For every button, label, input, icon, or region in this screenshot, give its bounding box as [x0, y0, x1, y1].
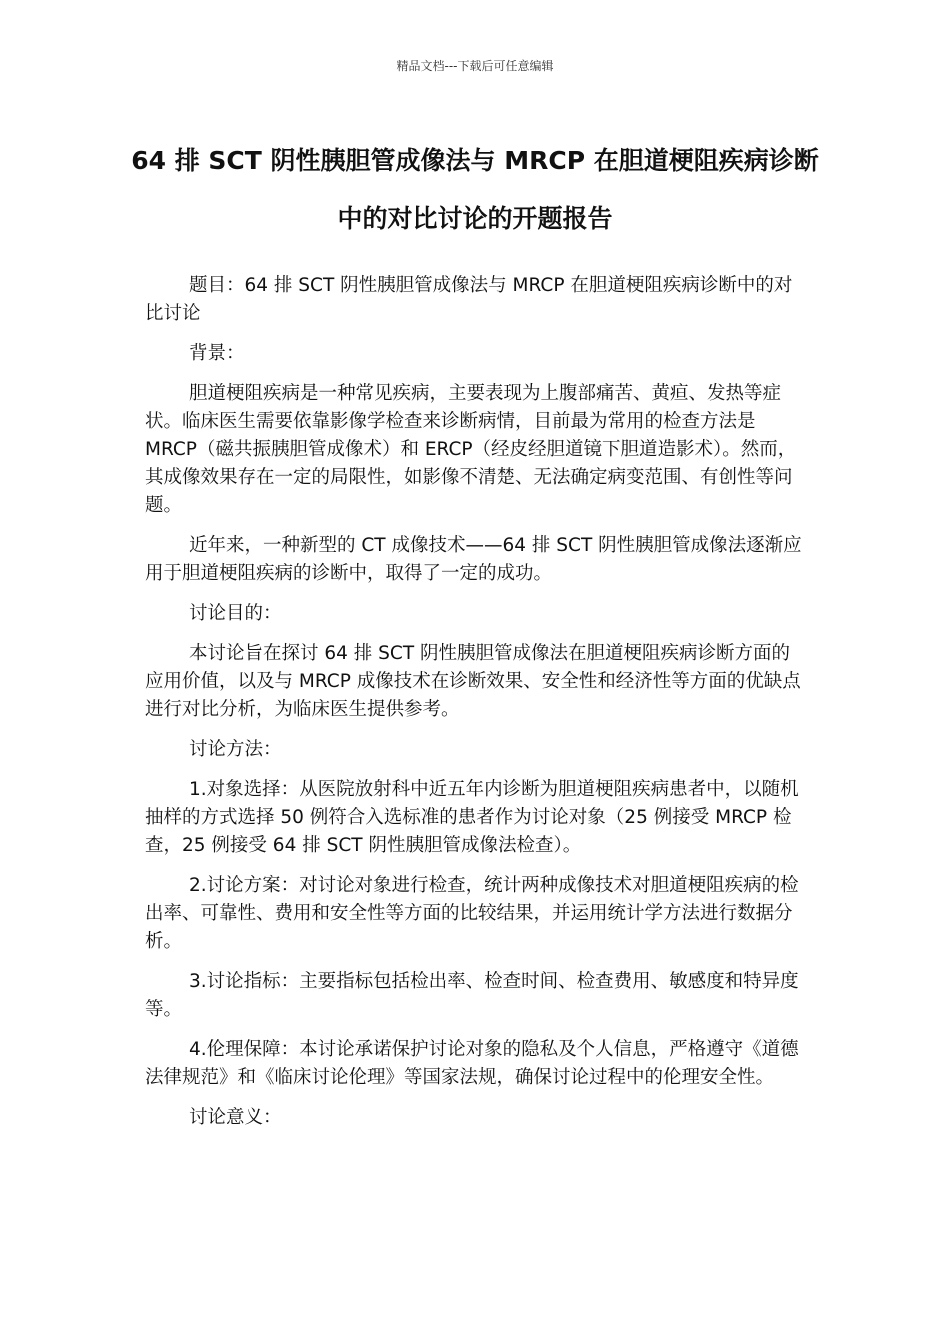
header-note: 精品文档---下载后可任意编辑: [396, 59, 554, 73]
document-body: [145, 272, 808, 1144]
paragraph-topic: 题目：64 排 SCT 阴性胰胆管成像法与 MRCP 在胆道梗阻疾病诊断中的对比讨论: [145, 275, 793, 324]
section-heading-significance: 讨论意义：: [189, 1107, 282, 1128]
paragraph-background-2: 近年来，一种新型的 CT 成像技术——64 排 SCT 阴性胰胆管成像法逐渐应用于胆道梗阻疾病的诊断中，取得了一定的成功。: [145, 535, 802, 584]
section-heading-methods: 讨论方法：: [189, 739, 282, 760]
paragraph-method-3: 3.讨论指标：主要指标包括检出率、检查时间、检查费用、敏感度和特异度等。: [145, 971, 799, 1020]
section-heading-background: 背景：: [189, 343, 245, 364]
paragraph-method-1: 1.对象选择：从医院放射科中近五年内诊断为胆道梗阻疾病患者中，以随机抽样的方式选择 50 例符合入选标准的患者作为讨论对象（25 例接受 MRCP 检查，25 例接受 64 排 SCT 阴性胰胆管成像法检查）。: [145, 779, 799, 856]
paragraph-method-2: 2.讨论方案：对讨论对象进行检查，统计两种成像技术对胆道梗阻疾病的检出率、可靠性、费用和安全性等方面的比较结果，并运用统计学方法进行数据分析。: [145, 875, 799, 952]
section-heading-purpose: 讨论目的：: [189, 603, 282, 624]
paragraph-background-1: 胆道梗阻疾病是一种常见疾病，主要表现为上腹部痛苦、黄疸、发热等症状。临床医生需要依靠影像学检查来诊断病情，目前最为常用的检查方法是 MRCP（磁共振胰胆管成像术）和 ERCP（经皮经胆道镜下胆道造影术）。然而，其成像效果存在一定的局限性，如影像不清楚、无法确定病变范围、有创性等问题。: [145, 383, 797, 516]
document-title: 64 排 SCT 阴性胰胆管成像法与 MRCP 在胆道梗阻疾病诊断中的对比讨论的开题报告: [131, 146, 819, 233]
paragraph-purpose: 本讨论旨在探讨 64 排 SCT 阴性胰胆管成像法在胆道梗阻疾病诊断方面的应用价值，以及与 MRCP 成像技术在诊断效果、安全性和经济性等方面的优缺点进行对比分析，为临床医生提供参考。: [145, 643, 801, 720]
paragraph-method-4: 4.伦理保障：本讨论承诺保护讨论对象的隐私及个人信息，严格遵守《道德法律规范》和《临床讨论伦理》等国家法规，确保讨论过程中的伦理安全性。: [145, 1039, 799, 1088]
